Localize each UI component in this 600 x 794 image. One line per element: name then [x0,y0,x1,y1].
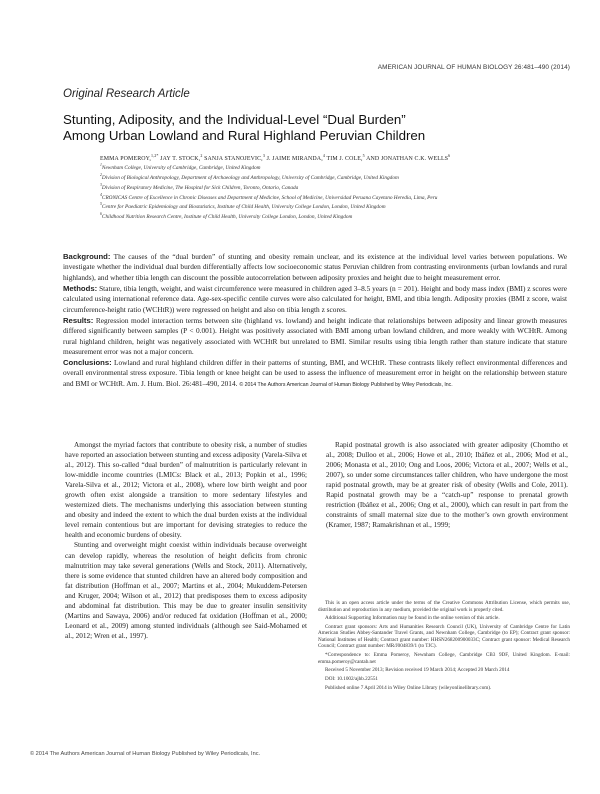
affiliation-item [100,211,572,221]
author-affiliation-marker: 3 [262,153,265,158]
article-title-line-1: Stunting, Adiposity, and the Individual-Level “Dual Burden” [63,112,406,127]
body-paragraph: Rapid postnatal growth is also associated with greater adiposity (Chomtho et al., 2008; Dulloo et al., 2006; Howe et al., 2010; Ibáñez et al., 2006; Mod et al., 2006; Monasta et al., 2010; Ong and Loos, 2006; Victora et al., 2007; Wells et al., 2007), so under some circumstances taller children, who have undergone the most rapid postnatal growth, may be at greater risk of obesity (Wells and Cole, 2011). Rapid postnatal growth may be a “catch-up” response to prenatal growth restriction (Ibáñez et al., 2006; Ong et al., 2000), which can result in part from the constraints of small maternal size due to the mother’s own growth environment (Kramer, 1987; Ramakrishnan et al., 1999; [326,441,568,530]
section-type: Original Research Article [63,88,190,100]
author-affiliation-marker: 6 [448,153,451,158]
abstract-methods [63,284,567,315]
affiliation-marker: 1 [100,163,102,167]
abstract-text: Regression model interaction terms between site (highland vs. lowland) and height indicate that relationships between adiposity and linear growth measures differed significantly between samples (P < 0.001). Height was positively associated with BMI among urban lowland children, and more weakly with WCHtR. Among rural highland children, height was negatively associated with WCHtR but unrelated to BMI. Similar results using tibia length rather than stature indicate that stature measurement error was not a major concern. [63,315,567,356]
author-affiliation-marker: 5 [362,153,365,158]
footnotes [318,600,570,693]
author-name: J. JAIME MIRANDA, [264,155,323,162]
abstract-label: Results: [63,315,94,325]
abstract [63,252,567,391]
author-name: TIM J. COLE, [324,155,363,162]
affiliation-item [100,192,572,202]
footnote-dates: Received 5 November 2013; Revision received 19 March 2014; Accepted 20 March 2014 [325,667,510,674]
affiliation-item [100,201,572,211]
journal-header: AMERICAN JOURNAL OF HUMAN BIOLOGY 26:481–490 (2014) [377,64,570,71]
footnote-correspondence: *Correspondence to: Emma Pomeroy, Newnham College, Cambridge CB3 9DF, United Kingdom. E-mail: emma.pomeroy@cantab.net [318,652,570,665]
affiliation-item [100,172,572,182]
abstract-results [63,316,567,357]
affiliation-text: Childhood Nutrition Research Centre, Institute of Child Health, University College London, London, United Kingdom [101,214,353,221]
affiliation-text: Centre for Paediatric Epidemiology and Biostatistics, Institute of Child Health, University College London, London, United Kingdom [101,204,386,211]
abstract-background [63,252,567,283]
article-title-line-2: Among Urban Lowland and Rural Highland Peruvian Children [63,128,426,143]
affiliation-item [100,162,572,172]
author-affiliation-marker: 1,2* [150,153,159,158]
affiliation-marker: 2 [100,172,102,177]
author-name: JAY T. STOCK, [158,155,201,162]
footnote-supporting-info: Additional Supporting Information may be found in the online version of this article. [325,615,500,622]
affiliation-marker: 6 [100,212,102,217]
abstract-label: Background: [63,252,111,261]
author-affiliation-marker: 4 [322,153,325,158]
abstract-text: Lowland and rural highland children differ in their patterns of stunting, BMI, and WCHtR. These contrasts likely reflect environmental differences and overall environmental stress exposure. Tibia length or knee height can be used to assess the influence of measurement error in height on the relationship between stature and BMI or WCHtR. Am. J. Hum. Biol. 26:481–490, 2014. [63,358,567,388]
affiliation-marker: 3 [100,182,102,187]
footnote-published: Published online 7 April 2014 in Wiley Online Library (wileyonlinelibrary.com). [325,684,492,691]
affiliation-list [100,162,572,221]
affiliation-marker: 4 [100,192,102,197]
page-footer: © 2014 The Authors American Journal of Human Biology Published by Wiley Periodicals, Inc. [30,751,261,757]
abstract-conclusions [63,358,567,390]
affiliation-item [100,182,572,192]
body-column-right [326,440,568,530]
author-name: SANJA STANOJEVIC, [202,155,263,162]
abstract-text: Stature, tibia length, weight, and waist circumference were measured in children aged 3–8.5 years (n = 201). Height and body mass index (BMI) z scores were calculated using international reference data. Age-sex-specific centile curves were also calculated for height, BMI, and tibia length. Adiposity proxies (BMI z score, waist circumference-height ratio (WCHtR)) were regressed on height and also on tibia length z scores. [63,283,567,314]
footnote-doi: DOI: 10.1002/ajhb.22551 [325,675,378,682]
author-name: AND JONATHAN C.K. WELLS [364,155,449,162]
author-affiliation-marker: 2 [200,153,203,158]
author-list [100,153,570,162]
body-paragraph: Stunting and overweight might coexist within individuals because overweight can develop rapidly, whereas the resolution of height deficits from chronic malnutrition may take several generations (Wells and Stock, 2011). Alternatively, there is some evidence that stunted children have an altered body composition and fat distribution (Hoffman et al., 2007; Martins et al., 2004; Mukuddem-Petersen and Kruger, 2004; Wilson et al., 2012) that predisposes them to excess adiposity and abdominal fat distribution. This may be due to greater insulin sensitivity (Martins and Sawaya, 2006) and/or reduced fat oxidation (Hoffman et al., 2000; Leonard et al., 2009) among stunted individuals (although see Said-Mohamed et al., 2012; Wren et al., 1997). [65,541,307,640]
abstract-copyright: © 2014 The Authors American Journal of Human Biology Published by Wiley Periodicals, Inc. [239,381,453,388]
article-title [63,112,563,144]
abstract-text: The causes of the “dual burden” of stunting and obesity remain unclear, and its existence at the individual level varies between populations. We investigate whether the individual dual burden differentially affects low socioeconomic status Peruvian children from contrasting environments (urban lowlands and rural highlands), and whether tibia length can discount the possible autocorrelation between adiposity proxies and height due to height measurement error. [63,252,567,282]
affiliation-text: CRONICAS Centre of Excellence in Chronic Diseases and Department of Medicine, School of Medicine, Universidad Peruana Cayetano Heredia, Lima, Peru [101,194,438,201]
affiliation-text: Newnham College, University of Cambridge, Cambridge, United Kingdom [101,164,261,171]
author-name: EMMA POMEROY, [100,155,151,162]
affiliation-marker: 5 [100,202,102,207]
abstract-label: Methods: [63,283,98,293]
affiliation-text: Division of Biological Anthropology, Department of Archaeology and Anthropology, University of Cambridge, Cambridge, United Kingdom [101,174,399,181]
footnote-grants: Contract grant sponsors: Arts and Humanities Research Council (UK), University of Cambridge Centre for Latin American Studies Abbey-Santander Travel Grants, and Newnham College, Cambridge (to EP); Contract grant sponsor: National Institutes of Health; Contract grant number: HHSN268200900033C; Contract grant sponsor: Medical Research Council; Contract grant number: MR/J004839/1 (to TJC). [318,623,570,650]
body-column-left [65,440,307,641]
footnote-license: This is an open access article under the terms of the Creative Commons Attribution License, which permits use, distribution and reproduction in any medium, provided the original work is properly cited. [318,600,570,613]
body-paragraph: Amongst the myriad factors that contribute to obesity risk, a number of studies have reported an association between stunting and excess adiposity (Varela-Silva et al., 2012). This so-called “dual burden” of malnutrition is particularly relevant in low-middle income countries (LMICs: Black et al., 2013; Popkin et al., 1996; Varela-Silva et al., 2012; Victora et al., 2008), where low birth weight and poor growth often exist alongside a transition to more sedentary lifestyles and westernized diets. The mechanisms underlying this association between stunting and obesity and indeed the extent to which the dual burden exists at the individual level remain contentious but are important for devising strategies to reduce the health and economic burdens of obesity. [65,441,307,540]
abstract-label: Conclusions: [63,358,112,368]
affiliation-text: Division of Respiratory Medicine, The Hospital for Sick Children, Toronto, Ontario, Canada [101,184,299,191]
